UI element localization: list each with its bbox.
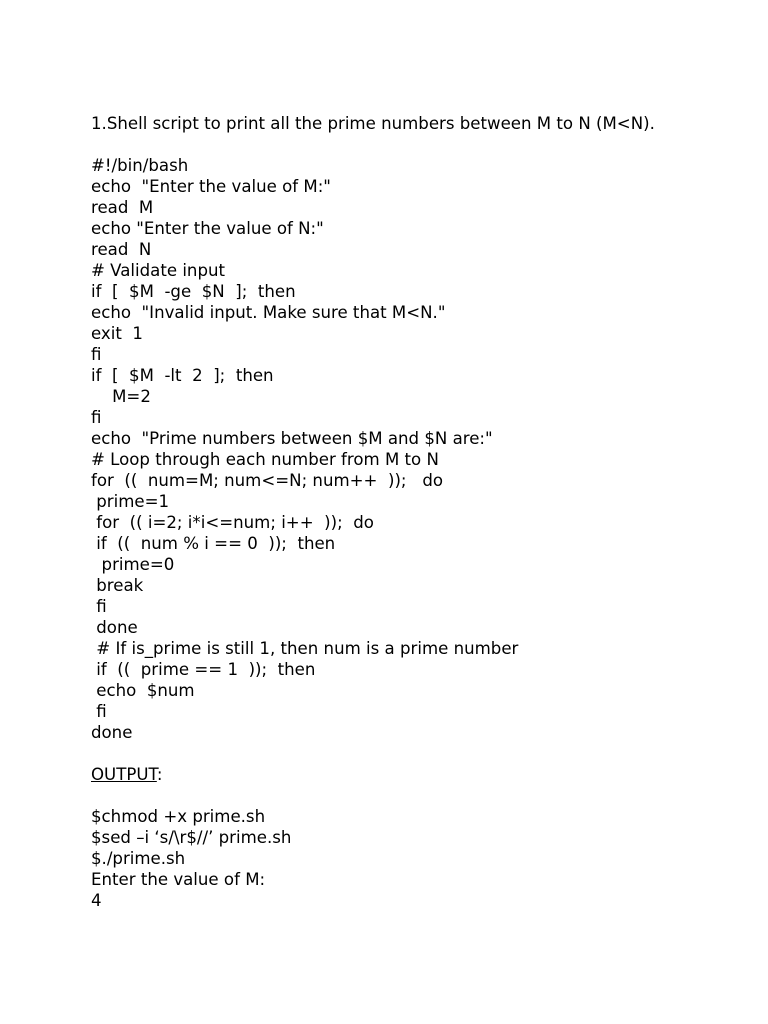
output-line: $sed –i ‘s/\r$//’ prime.sh bbox=[91, 828, 292, 847]
code-line: prime=0 bbox=[91, 555, 175, 574]
blank-line bbox=[91, 785, 751, 806]
code-line: fi bbox=[91, 702, 107, 721]
code-line: read M bbox=[91, 198, 154, 217]
code-line: done bbox=[91, 723, 133, 742]
output-heading: OUTPUT bbox=[91, 765, 157, 784]
code-line: fi bbox=[91, 408, 102, 427]
document-body bbox=[91, 113, 751, 911]
code-line: if (( prime == 1 )); then bbox=[91, 660, 316, 679]
output-line: 4 bbox=[91, 891, 102, 910]
code-line: fi bbox=[91, 597, 107, 616]
output-block bbox=[91, 806, 751, 911]
code-line: break bbox=[91, 576, 144, 595]
code-line: # Validate input bbox=[91, 261, 226, 280]
code-block bbox=[91, 155, 751, 743]
code-line: M=2 bbox=[91, 387, 151, 406]
code-line: done bbox=[91, 618, 138, 637]
code-line: # If is_prime is still 1, then num is a prime number bbox=[91, 639, 519, 658]
code-line: echo "Enter the value of M:" bbox=[91, 177, 331, 196]
code-line: exit 1 bbox=[91, 324, 143, 343]
output-heading-line bbox=[91, 764, 751, 785]
code-line: if [ $M -lt 2 ]; then bbox=[91, 366, 274, 385]
output-heading-colon: : bbox=[156, 765, 163, 784]
code-line: if [ $M -ge $N ]; then bbox=[91, 282, 296, 301]
document-title: 1.Shell script to print all the prime numbers between M to N (M<N). bbox=[91, 114, 655, 133]
code-line: #!/bin/bash bbox=[91, 156, 189, 175]
code-line: echo "Invalid input. Make sure that M<N." bbox=[91, 303, 446, 322]
code-line: prime=1 bbox=[91, 492, 170, 511]
output-line: $./prime.sh bbox=[91, 849, 186, 868]
code-line: if (( num % i == 0 )); then bbox=[91, 534, 336, 553]
code-line: echo "Prime numbers between $M and $N are:" bbox=[91, 429, 493, 448]
blank-line bbox=[91, 134, 751, 155]
code-line: fi bbox=[91, 345, 102, 364]
output-line: $chmod +x prime.sh bbox=[91, 807, 266, 826]
code-line: echo $num bbox=[91, 681, 195, 700]
code-line: read N bbox=[91, 240, 152, 259]
code-line: for (( i=2; i*i<=num; i++ )); do bbox=[91, 513, 374, 532]
output-line: Enter the value of M: bbox=[91, 870, 266, 889]
code-line: for (( num=M; num<=N; num++ )); do bbox=[91, 471, 444, 490]
code-line: # Loop through each number from M to N bbox=[91, 450, 439, 469]
code-line: echo "Enter the value of N:" bbox=[91, 219, 324, 238]
blank-line bbox=[91, 743, 751, 764]
